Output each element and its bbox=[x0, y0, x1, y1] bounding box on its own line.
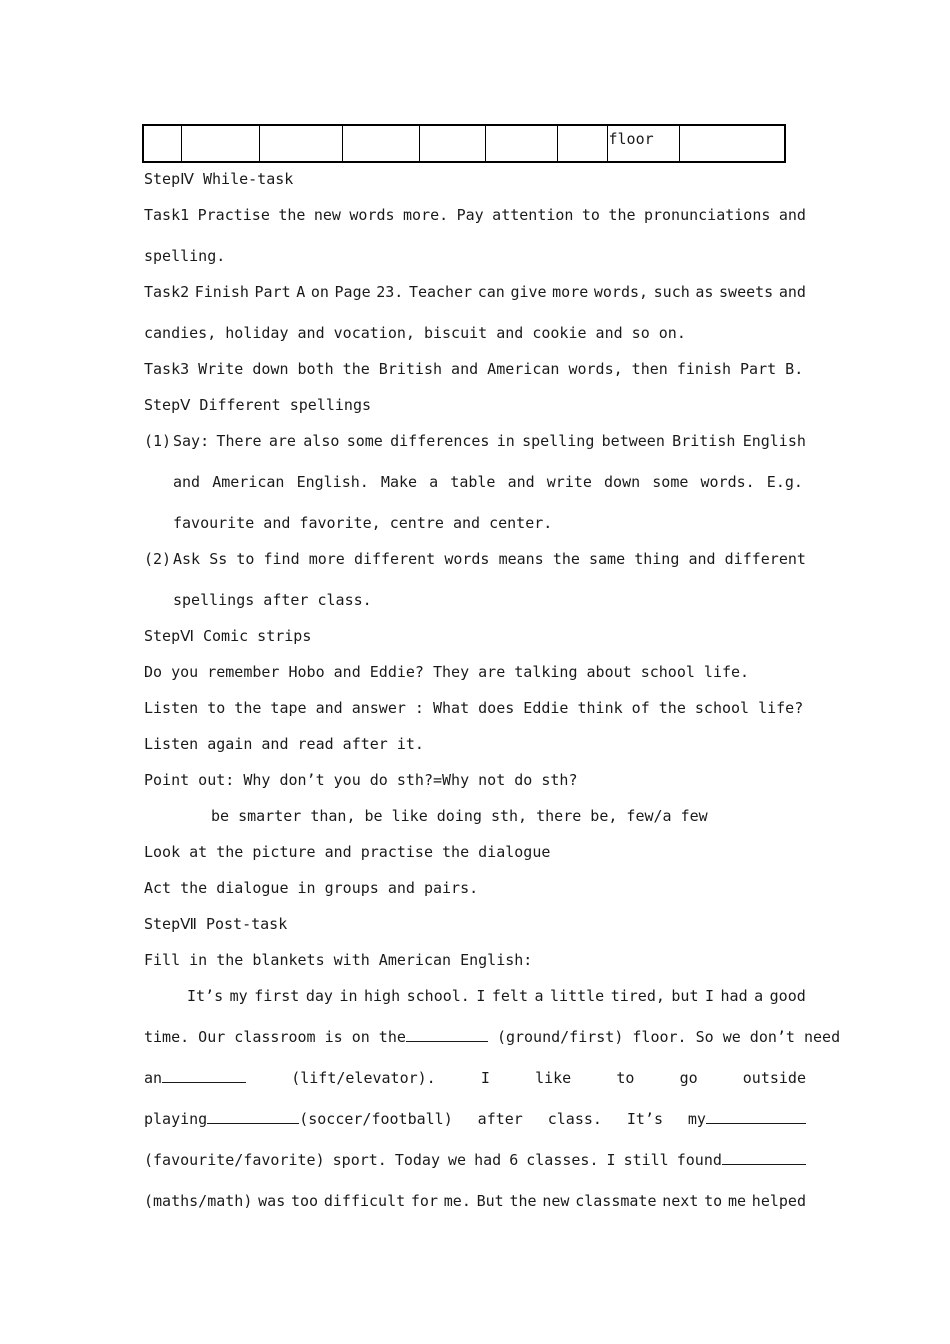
word: on bbox=[310, 283, 329, 301]
word: English bbox=[742, 432, 806, 450]
text: sport. bbox=[332, 1151, 387, 1169]
word: to bbox=[236, 550, 255, 568]
text bbox=[688, 1109, 806, 1129]
text: found bbox=[676, 1151, 722, 1169]
word: had bbox=[720, 987, 748, 1005]
word: write bbox=[546, 473, 592, 491]
text: class. bbox=[547, 1110, 602, 1128]
text: outside bbox=[742, 1069, 806, 1087]
text: (ground/first) floor. So we don’t need bbox=[496, 1028, 841, 1046]
point1-line3: favourite and favorite, centre and center. bbox=[173, 514, 553, 532]
word: high bbox=[364, 987, 401, 1005]
word: next bbox=[662, 1192, 699, 1210]
task1-line1 bbox=[144, 205, 806, 225]
word: means bbox=[498, 550, 544, 568]
table-cell bbox=[485, 125, 557, 162]
comic-line1: Do you remember Hobo and Eddie? They are talking about school life. bbox=[144, 663, 750, 681]
text: It’s bbox=[626, 1110, 663, 1128]
table-cell bbox=[259, 125, 342, 162]
word: a bbox=[534, 987, 544, 1005]
word: Make bbox=[380, 473, 418, 491]
word: Page bbox=[334, 283, 371, 301]
word: the bbox=[552, 550, 580, 568]
text: go bbox=[679, 1069, 698, 1087]
text bbox=[144, 1027, 840, 1047]
table-cell bbox=[342, 125, 419, 162]
blank-maths-math[interactable] bbox=[722, 1150, 806, 1165]
passage-line2 bbox=[144, 1027, 841, 1047]
blank-favourite-favorite[interactable] bbox=[706, 1109, 806, 1124]
text: I bbox=[606, 1151, 616, 1169]
comic-line4: Point out: Why don’t you do sth?=Why not do sth? bbox=[144, 771, 578, 789]
text: after bbox=[477, 1110, 523, 1128]
table-cell: floor bbox=[607, 125, 679, 162]
word: A bbox=[296, 283, 306, 301]
table-cell bbox=[679, 125, 785, 162]
word: Teacher bbox=[408, 283, 473, 301]
word: a bbox=[429, 473, 439, 491]
step5-heading: StepⅤ Different spellings bbox=[144, 396, 371, 414]
passage-line5 bbox=[144, 1150, 806, 1170]
word: some bbox=[652, 473, 689, 491]
text: my bbox=[687, 1110, 706, 1128]
word: such bbox=[653, 283, 690, 301]
word: me. bbox=[443, 1192, 471, 1210]
word: difficult bbox=[323, 1192, 406, 1210]
task1-line2: spelling. bbox=[144, 247, 226, 265]
comic-line3: Listen again and read after it. bbox=[144, 735, 424, 753]
word: and bbox=[173, 473, 201, 491]
word: Ask bbox=[173, 550, 201, 568]
text: had bbox=[474, 1151, 502, 1169]
table-cell bbox=[143, 125, 181, 162]
text: (favourite/favorite) bbox=[144, 1151, 325, 1169]
word: different bbox=[724, 550, 806, 568]
word: American bbox=[212, 473, 285, 491]
word: Part bbox=[254, 283, 291, 301]
word: felt bbox=[491, 987, 528, 1005]
word: me bbox=[727, 1192, 747, 1210]
word: classmate bbox=[575, 1192, 657, 1210]
word: little bbox=[550, 987, 605, 1005]
word: 23. bbox=[376, 283, 404, 301]
word: table bbox=[450, 473, 496, 491]
point1-line2 bbox=[173, 472, 803, 492]
word: are bbox=[268, 432, 296, 450]
word: good bbox=[769, 987, 806, 1005]
word: first bbox=[254, 987, 300, 1005]
word: words. bbox=[700, 473, 755, 491]
text: I bbox=[480, 1069, 490, 1087]
word: Ss bbox=[209, 550, 228, 568]
word: more. bbox=[403, 206, 449, 224]
word: words bbox=[349, 206, 395, 224]
word: the bbox=[509, 1192, 537, 1210]
word: my bbox=[229, 987, 248, 1005]
text bbox=[144, 1068, 246, 1088]
passage-line3 bbox=[144, 1068, 806, 1088]
text: we bbox=[448, 1151, 467, 1169]
word: the bbox=[278, 206, 306, 224]
word: also bbox=[303, 432, 340, 450]
text: 6 bbox=[509, 1151, 519, 1169]
word: different bbox=[353, 550, 436, 568]
word: pronunciations bbox=[643, 206, 771, 224]
text: an bbox=[144, 1069, 163, 1087]
text: classes. bbox=[526, 1151, 599, 1169]
word: was bbox=[258, 1192, 286, 1210]
word: a bbox=[754, 987, 764, 1005]
word: tired, bbox=[610, 987, 665, 1005]
text: (soccer/football) bbox=[299, 1110, 453, 1128]
word: in bbox=[339, 987, 358, 1005]
word: English. bbox=[296, 473, 369, 491]
list-number-1: (1) bbox=[144, 432, 172, 450]
blank-ground-first[interactable] bbox=[406, 1027, 488, 1042]
word: I bbox=[705, 987, 715, 1005]
text bbox=[677, 1150, 806, 1170]
task3-line: Task3 Write down both the British and American words, then finish Part B. bbox=[144, 360, 804, 378]
word: school. bbox=[406, 987, 470, 1005]
point1-line1 bbox=[173, 431, 806, 451]
comic-line6: Look at the picture and practise the dialogue bbox=[144, 843, 551, 861]
word: Practise bbox=[197, 206, 270, 224]
word: find bbox=[263, 550, 300, 568]
word: spelling bbox=[522, 432, 595, 450]
step4-heading: StepⅣ While-task bbox=[144, 170, 294, 188]
blank-soccer-football[interactable] bbox=[207, 1109, 299, 1124]
text bbox=[144, 1109, 453, 1129]
word: Finish bbox=[194, 283, 249, 301]
task2-line1 bbox=[144, 282, 806, 302]
text: like bbox=[535, 1069, 572, 1087]
word: I bbox=[476, 987, 486, 1005]
list-number-2: (2) bbox=[144, 550, 172, 568]
word: too bbox=[291, 1192, 319, 1210]
word: and bbox=[688, 550, 716, 568]
text: still bbox=[623, 1151, 669, 1169]
text: to bbox=[616, 1069, 635, 1087]
passage-line1 bbox=[187, 986, 806, 1006]
word: words bbox=[444, 550, 490, 568]
word: new bbox=[313, 206, 341, 224]
word: same bbox=[589, 550, 626, 568]
word: as bbox=[695, 283, 714, 301]
table-cell bbox=[181, 125, 259, 162]
comic-line2: Listen to the tape and answer : What does Eddie think of the school life? bbox=[144, 699, 804, 717]
table-cell bbox=[419, 125, 485, 162]
text: time. Our classroom is on the bbox=[144, 1028, 406, 1046]
word: and bbox=[507, 473, 535, 491]
word: attention bbox=[492, 206, 574, 224]
point2-line1 bbox=[173, 549, 806, 569]
word: new bbox=[542, 1192, 570, 1210]
word: British bbox=[672, 432, 736, 450]
word: differences bbox=[390, 432, 490, 450]
word: Task2 bbox=[144, 283, 190, 301]
word: Say: bbox=[173, 432, 210, 450]
step6-heading: StepⅥ Comic strips bbox=[144, 627, 312, 645]
word: words, bbox=[593, 283, 649, 301]
word: more bbox=[308, 550, 345, 568]
word: some bbox=[346, 432, 383, 450]
word: give bbox=[510, 283, 547, 301]
text: (lift/elevator). bbox=[291, 1069, 436, 1087]
word: between bbox=[601, 432, 665, 450]
text: playing bbox=[144, 1110, 208, 1128]
word: It’s bbox=[187, 987, 224, 1005]
table-row bbox=[143, 125, 785, 162]
word-table-fragment bbox=[142, 124, 786, 163]
word: Task1 bbox=[144, 206, 190, 224]
word: to bbox=[581, 206, 600, 224]
word: Pay bbox=[456, 206, 484, 224]
text: Today bbox=[394, 1151, 440, 1169]
step7-heading: StepⅦ Post-task bbox=[144, 915, 288, 933]
blank-lift-elevator[interactable] bbox=[162, 1068, 246, 1083]
word: sweets bbox=[719, 283, 774, 301]
word: helped bbox=[751, 1192, 806, 1210]
word: (maths/math) bbox=[144, 1192, 253, 1210]
word: in bbox=[496, 432, 515, 450]
table-cell bbox=[557, 125, 607, 162]
word: There bbox=[216, 432, 262, 450]
task2-line2: candies, holiday and vocation, biscuit and cookie and so on. bbox=[144, 324, 686, 342]
comic-line5: be smarter than, be like doing sth, there be, few/a few bbox=[211, 807, 708, 825]
word: But bbox=[476, 1192, 504, 1210]
word: but bbox=[671, 987, 699, 1005]
passage-line6 bbox=[144, 1191, 806, 1211]
comic-line7: Act the dialogue in groups and pairs. bbox=[144, 879, 479, 897]
word: and bbox=[778, 206, 806, 224]
word: to bbox=[704, 1192, 723, 1210]
word: down bbox=[604, 473, 641, 491]
fill-instruction: Fill in the blankets with American English: bbox=[144, 951, 533, 969]
word: day bbox=[305, 987, 333, 1005]
word: and bbox=[778, 283, 806, 301]
word: more bbox=[552, 283, 589, 301]
word: can bbox=[477, 283, 505, 301]
passage-line4 bbox=[144, 1109, 806, 1129]
point2-line2: spellings after class. bbox=[173, 591, 372, 609]
word: E.g. bbox=[766, 473, 803, 491]
word: for bbox=[410, 1192, 438, 1210]
word: the bbox=[608, 206, 636, 224]
word: thing bbox=[634, 550, 680, 568]
